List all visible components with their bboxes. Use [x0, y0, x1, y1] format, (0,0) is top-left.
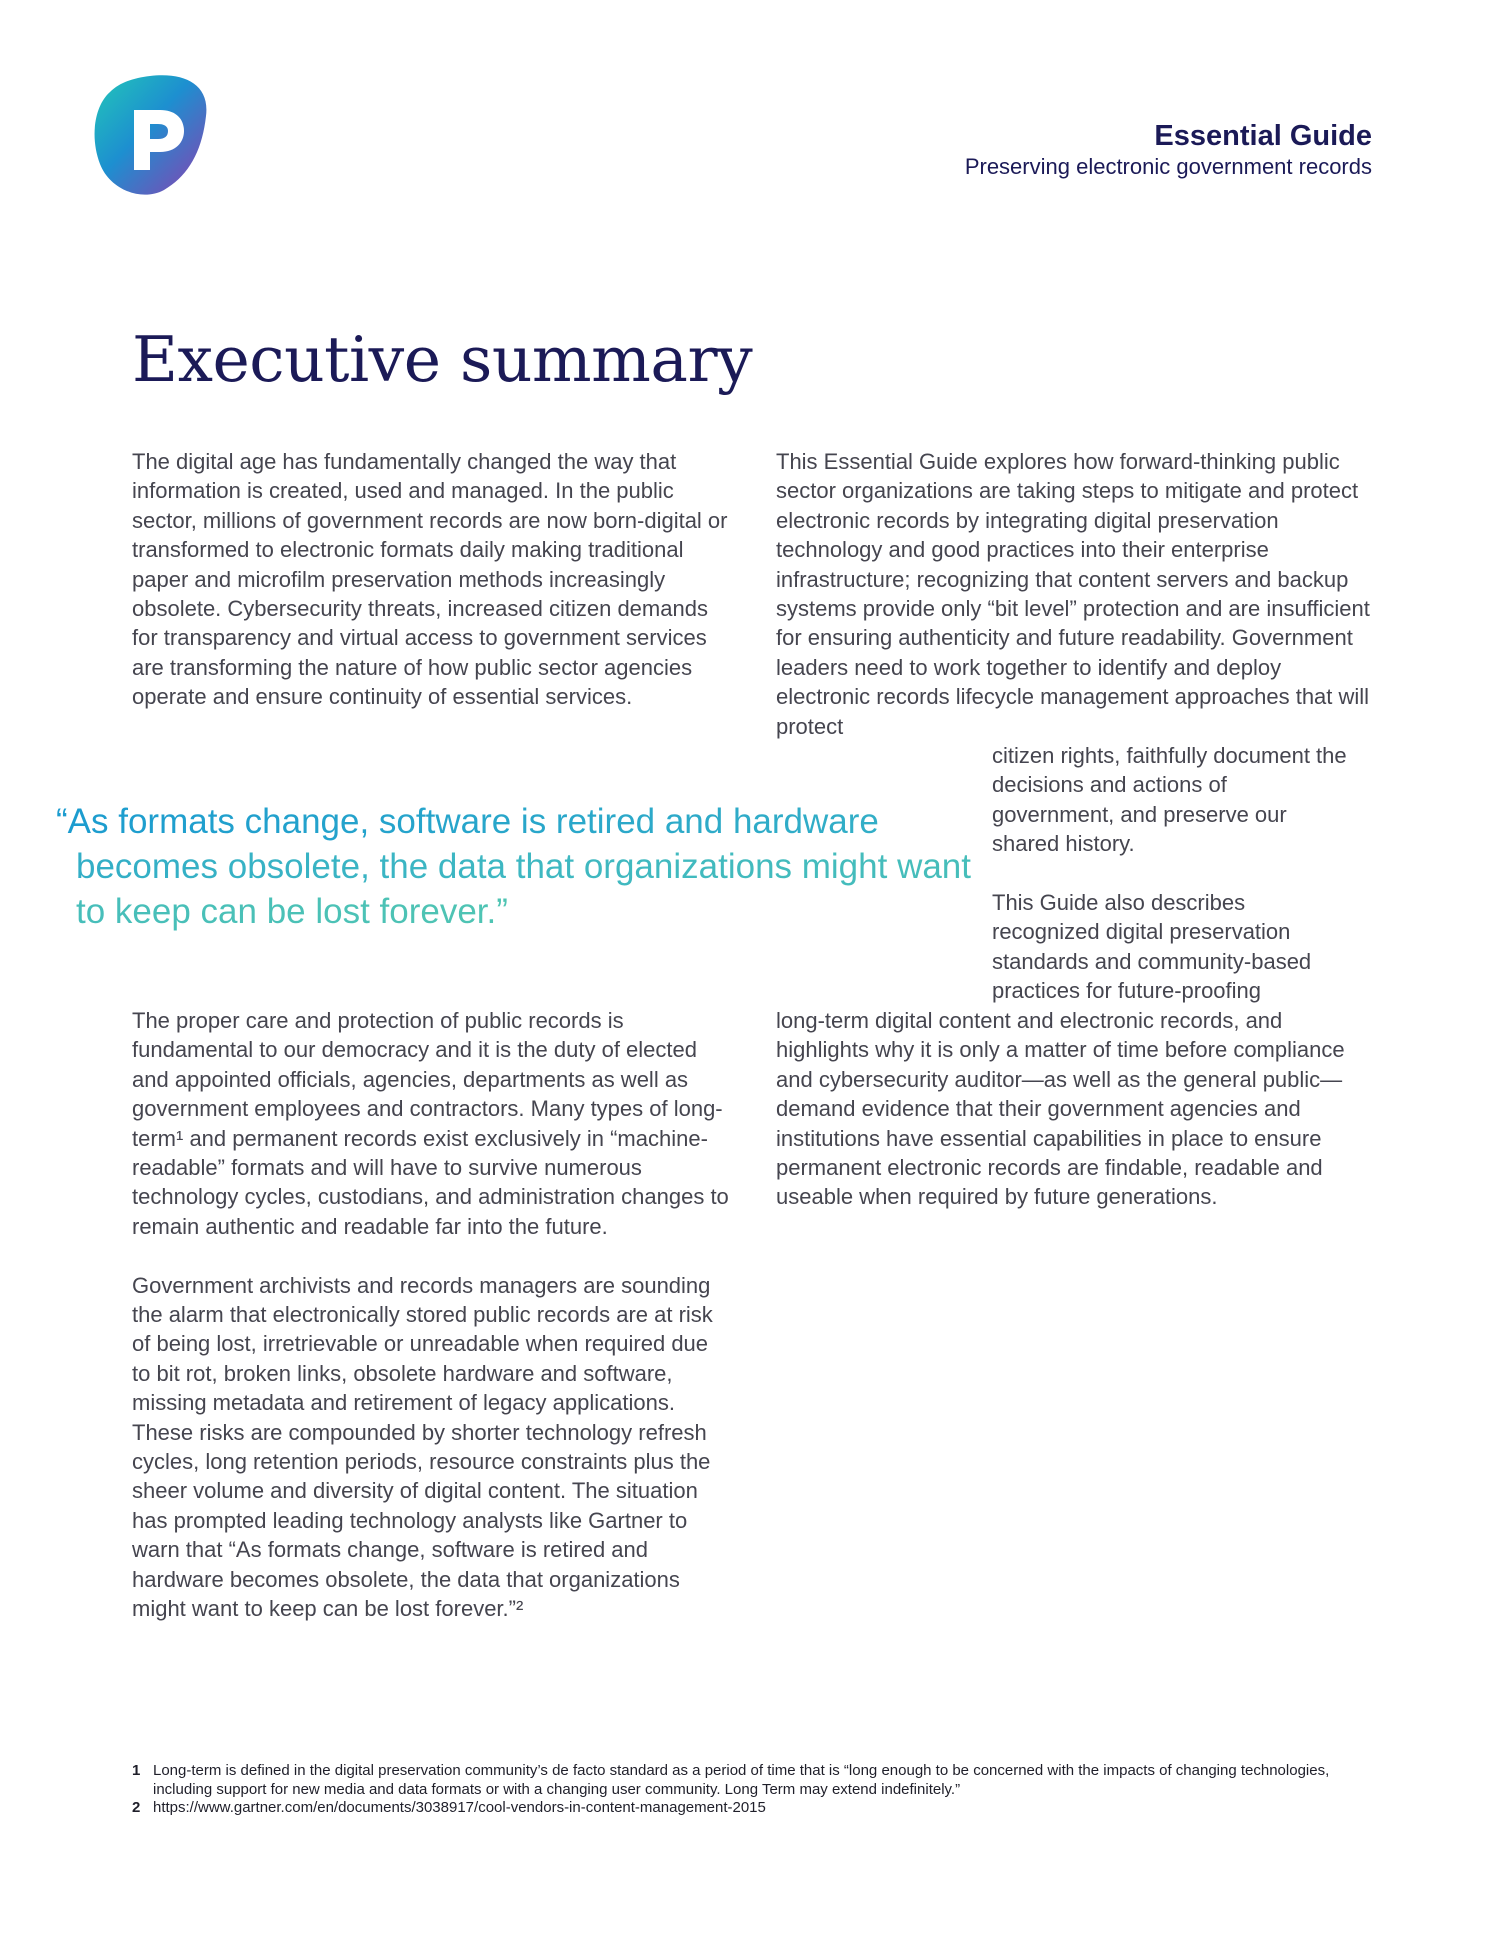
- footnote-number: 2: [132, 1799, 141, 1817]
- right-column-inset: [992, 741, 1352, 1006]
- left-column-body: [132, 1006, 732, 1624]
- document-header: [965, 118, 1372, 180]
- footnote: [132, 1762, 1332, 1799]
- footnotes: [132, 1762, 1332, 1818]
- document-subtitle: Preserving electronic government records: [964, 154, 1372, 179]
- footnote: [132, 1799, 1332, 1818]
- footnote-text: Long-term is defined in the digital preservation community’s de facto standard as a period of time that is “long enough to be concerned with the impacts of changing technologies, including support for new media and data formats or with a changing user community. Long Term may extend indefinitely.”: [153, 1762, 1330, 1798]
- pull-quote-text: “As formats change, software is retired and hardware becomes obsolete, the data that organizations might want to keep can be lost forever.”: [56, 802, 971, 931]
- right-column-intro: [776, 447, 1376, 741]
- left-column-intro: [132, 447, 732, 712]
- paragraph: This Guide also describes recognized digital preservation standards and community-based practices for future-proofing: [992, 890, 1312, 1004]
- paragraph: The digital age has fundamentally changed the way that information is created, used and managed. In the public sector, millions of government records are now born-digital or transformed to electronic formats daily making traditional paper and microfilm preservation methods increasingly obsolete. Cybersecurity threats, increased citizen demands for transparency and virtual access to government services are transforming the nature of how public sector agencies operate and ensure continuity of essential services.: [132, 449, 728, 710]
- footnote-link[interactable]: https://www.gartner.com/en/documents/3038917/cool-vendors-in-content-management-2015: [153, 1799, 766, 1817]
- footnote-number: 1: [132, 1762, 141, 1779]
- paragraph: Government archivists and records managers are sounding the alarm that electronically stored public records are at risk of being lost, irretrievable or unreadable when required due to bit rot, broken links, obsolete hardware and software, missing metadata and retirement of legacy applications. These risks are compounded by shorter technology refresh cycles, long retention periods, resource constraints plus the sheer volume and diversity of digital content. The situation has prompted leading technology analysts like Gartner to warn that “As formats change, software is retired and hardware becomes obsolete, the data that organizations might want to keep can be lost forever.”²: [132, 1272, 713, 1622]
- brand-logo-icon: [92, 72, 210, 196]
- document-type: Essential Guide: [1154, 120, 1372, 152]
- paragraph: The proper care and protection of public records is fundamental to our democracy and it is the duty of elected and appointed officials, agencies, departments as well as government employees and contractors. Many types of long-term¹ and permanent records exist exclusively in “machine-readable” formats and will have to survive numerous technology cycles, custodians, and administration changes to remain authentic and readable far into the future.: [132, 1008, 729, 1239]
- paragraph: This Essential Guide explores how forward-thinking public sector organizations are taking steps to mitigate and protect electronic records by integrating digital preservation technology and good practices into their enterprise infrastructure; recognizing that content servers and backup systems provide only “bit level” protection and are insufficient for ensuring authenticity and future readability. Government leaders need to work together to identify and deploy electronic records lifecycle management approaches that will protect: [776, 449, 1370, 739]
- paragraph: long-term digital content and electronic records, and highlights why it is only a matter of time before compliance and cybersecurity auditor—as well as the general public—demand evidence that their government agencies and institutions have essential capabilities in place to ensure permanent electronic records are findable, readable and useable when required by future generations.: [776, 1008, 1345, 1210]
- pull-quote: [56, 799, 976, 934]
- right-column-continued: [776, 1006, 1376, 1212]
- page-title: Executive summary: [132, 323, 753, 396]
- paragraph: citizen rights, faithfully document the decisions and actions of government, and preserve our shared history.: [992, 743, 1347, 857]
